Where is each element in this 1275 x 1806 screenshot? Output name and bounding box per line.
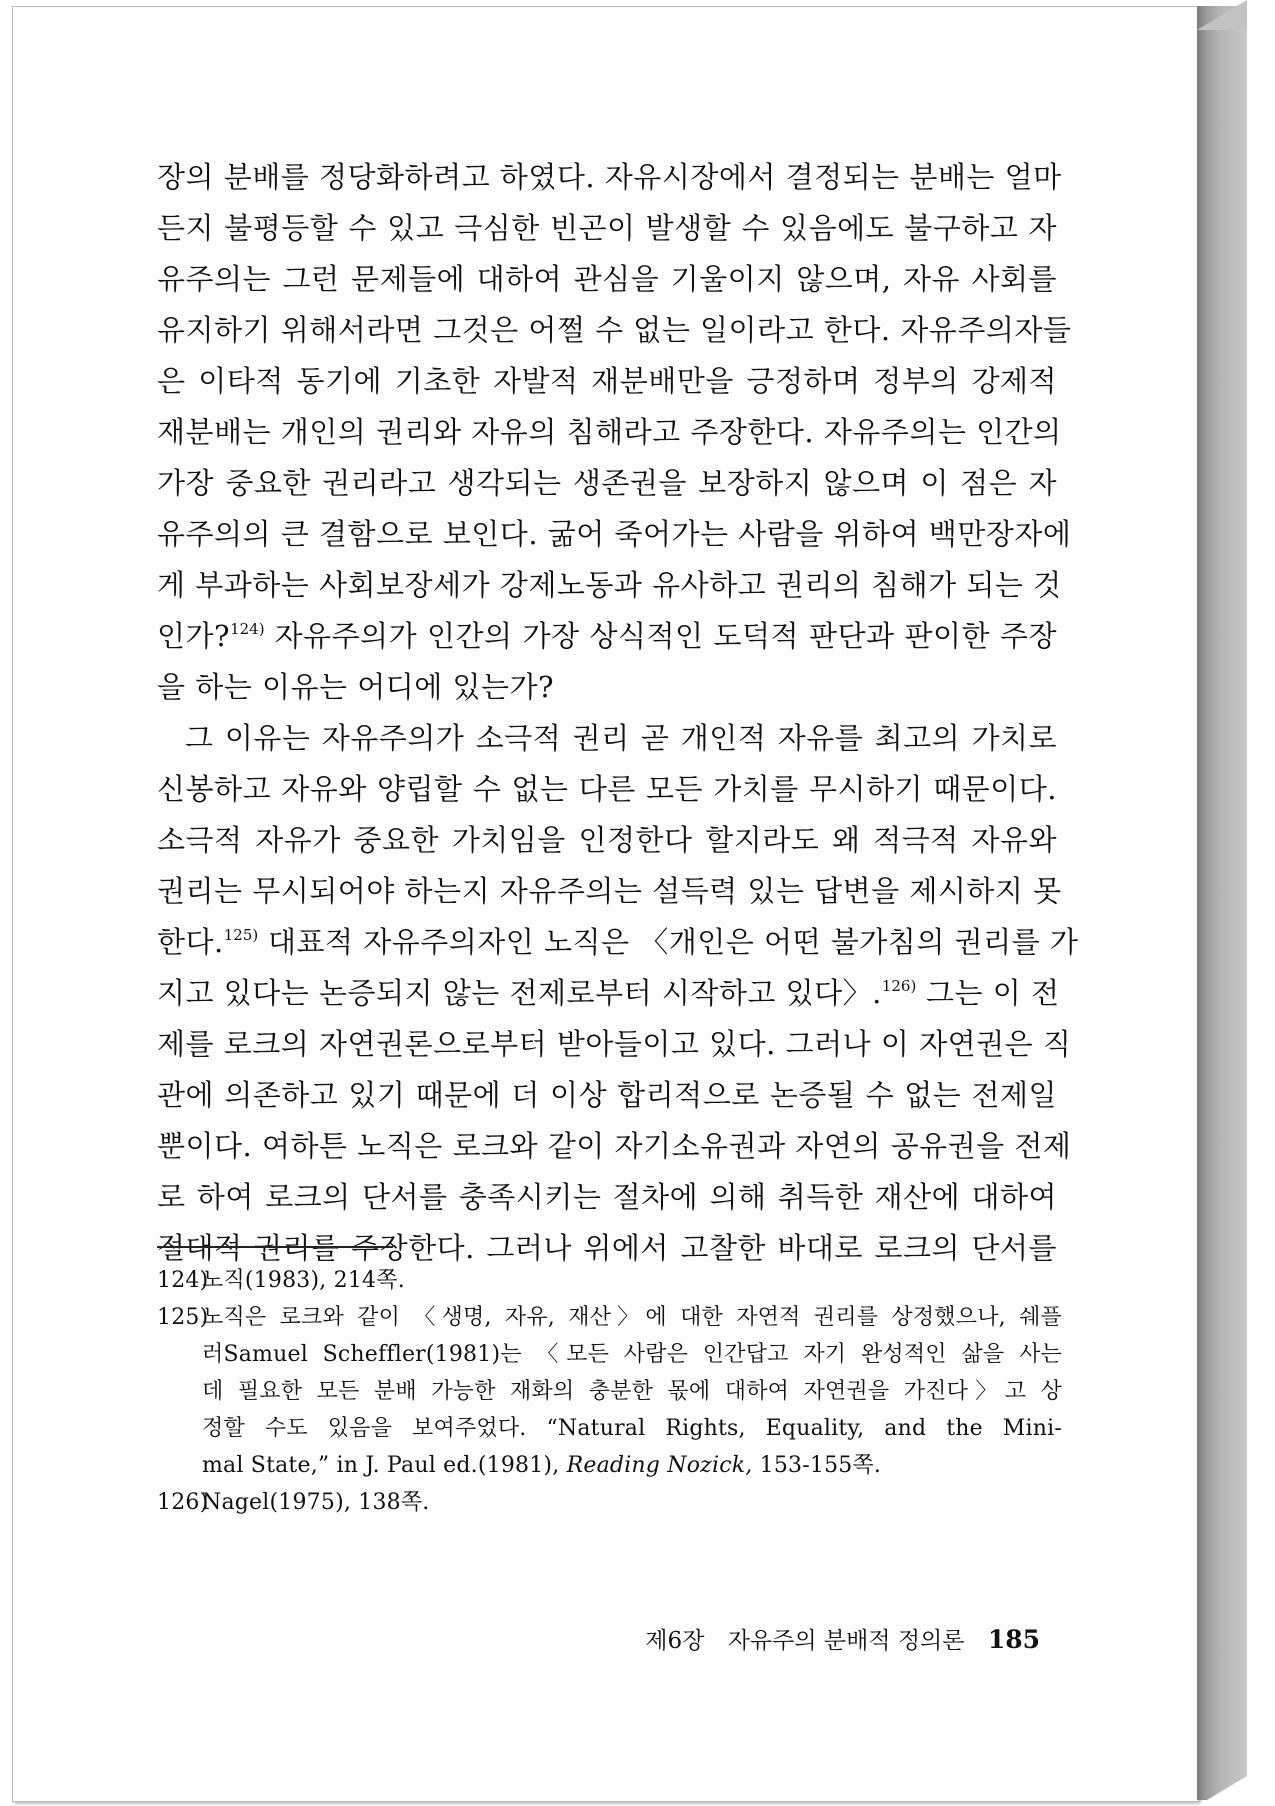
footnote-book-title: Reading Nozick, — [566, 1453, 753, 1478]
footnote-125-cont — [157, 1447, 1062, 1484]
body-line — [157, 611, 1057, 662]
body-line — [157, 968, 1060, 1019]
body-line: 절대적 권리를 주장한다. 그러나 위에서 고찰한 바대로 로크의 단서를 — [157, 1231, 1057, 1265]
footnote-number: 124) — [157, 1268, 209, 1293]
body-line: 뿐이다. 여하튼 노직은 로크와 같이 자기소유권과 자연의 공유권을 전제 — [157, 1129, 1072, 1163]
body-line-lead: 인가? — [157, 619, 231, 653]
footnote-text: Nagel(1975), 138쪽. — [202, 1490, 430, 1515]
footnote-number: 126) — [157, 1490, 209, 1515]
footnotes — [157, 1262, 1062, 1521]
body-line: 제를 로크의 자연권론으로부터 받아들이고 있다. 그러나 이 자연권은 직 — [157, 1027, 1072, 1061]
footnote-ref-124[interactable]: 124) — [230, 620, 265, 638]
body-line: 유지하기 위해서라면 그것은 어쩔 수 없는 일이라고 한다. 자유주의자들 — [157, 313, 1072, 347]
body-text — [157, 152, 1079, 1274]
body-line-rest: 그는 이 전 — [926, 976, 1060, 1010]
body-line: 가장 중요한 권리라고 생각되는 생존권을 보장하지 않으며 이 점은 자 — [157, 466, 1057, 500]
page-stack-top-corner — [1197, 0, 1247, 30]
footnote-text: 노직은 로크와 같이 〈생명, 자유, 재산〉에 대한 자연적 권리를 상정했으나, 쉐플 — [202, 1305, 1062, 1330]
body-line — [157, 917, 1079, 968]
body-line-rest: 자유주의가 인간의 가장 상식적인 도덕적 판단과 판이한 주장 — [274, 619, 1057, 653]
body-line-lead: 한다. — [157, 925, 224, 959]
body-line: 신봉하고 자유와 양립할 수 없는 다른 모든 가치를 무시하기 때문이다. — [157, 772, 1057, 806]
body-line: 그 이유는 자유주의가 소극적 권리 곧 개인적 자유를 최고의 가치로 — [185, 721, 1057, 755]
footnote-125-cont: 데 필요한 모든 분배 가능한 재화의 충분한 몫에 대하여 자연권을 가진다〉고 상 — [202, 1379, 1062, 1404]
footnote-number: 125) — [157, 1305, 209, 1330]
footnote-126 — [157, 1484, 1062, 1521]
body-line: 소극적 자유가 중요한 가치임을 인정한다 할지라도 왜 적극적 자유와 — [157, 823, 1057, 857]
body-line: 로 하여 로크의 단서를 충족시키는 절차에 의해 취득한 재산에 대하여 — [157, 1180, 1057, 1214]
body-line: 을 하는 이유는 어디에 있는가? — [157, 670, 555, 704]
body-line: 재분배는 개인의 권리와 자유의 침해라고 주장한다. 자유주의는 인간의 — [157, 415, 1062, 449]
footer-chapter: 제6장 — [645, 1628, 705, 1654]
body-line: 유주의의 큰 결함으로 보인다. 굶어 죽어가는 사람을 위하여 백만장자에 — [157, 517, 1072, 551]
running-footer — [620, 1622, 1040, 1655]
body-line: 게 부과하는 사회보장세가 강제노동과 유사하고 권리의 침해가 되는 것 — [157, 568, 1062, 602]
body-line: 든지 불평등할 수 있고 극심한 빈곤이 발생할 수 있음에도 불구하고 자 — [157, 211, 1057, 245]
body-line: 관에 의존하고 있기 때문에 더 이상 합리적으로 논증될 수 없는 전제일 — [157, 1078, 1057, 1112]
footer-title: 자유주의 분배적 정의론 — [727, 1628, 965, 1654]
body-line: 은 이타적 동기에 기초한 자발적 재분배만을 긍정하며 정부의 강제적 — [157, 364, 1057, 398]
footnote-text: 노직(1983), 214쪽. — [202, 1268, 405, 1293]
body-line: 유주의는 그런 문제들에 대하여 관심을 기울이지 않으며, 자유 사회를 — [157, 262, 1057, 296]
body-line: 권리는 무시되어야 하는지 자유주의는 설득력 있는 답변을 제시하지 못 — [157, 874, 1062, 908]
footnote-124 — [157, 1262, 1062, 1299]
footnote-pages: 153-155쪽. — [759, 1453, 882, 1478]
footnote-text: mal State,” in J. Paul ed.(1981), — [202, 1453, 560, 1478]
footnote-ref-126[interactable]: 126) — [881, 977, 917, 995]
footnote-125-cont: 러Samuel Scheffler(1981)는 〈모든 사람은 인간답고 자기 완성적인 삶을 사는 — [202, 1342, 1062, 1367]
footnote-125-cont: 정할 수도 있음을 보여주었다. “Natural Rights, Equality, and the Mini- — [202, 1416, 1062, 1441]
page-number: 185 — [987, 1625, 1040, 1654]
page-stack-bottom-corner — [1197, 1776, 1247, 1806]
footnote-ref-125[interactable]: 125) — [223, 926, 259, 944]
page-stack-edge — [1197, 6, 1247, 1800]
body-line: 장의 분배를 정당화하려고 하였다. 자유시장에서 결정되는 분배는 얼마 — [157, 160, 1062, 194]
body-line-rest: 대표적 자유주의자인 노직은 〈개인은 어떤 불가침의 권리를 가 — [267, 925, 1079, 959]
footnote-125 — [157, 1299, 1062, 1336]
footnote-separator — [157, 1246, 393, 1248]
body-line-lead: 지고 있다는 논증되지 않는 전제로부터 시작하고 있다〉. — [157, 976, 882, 1010]
